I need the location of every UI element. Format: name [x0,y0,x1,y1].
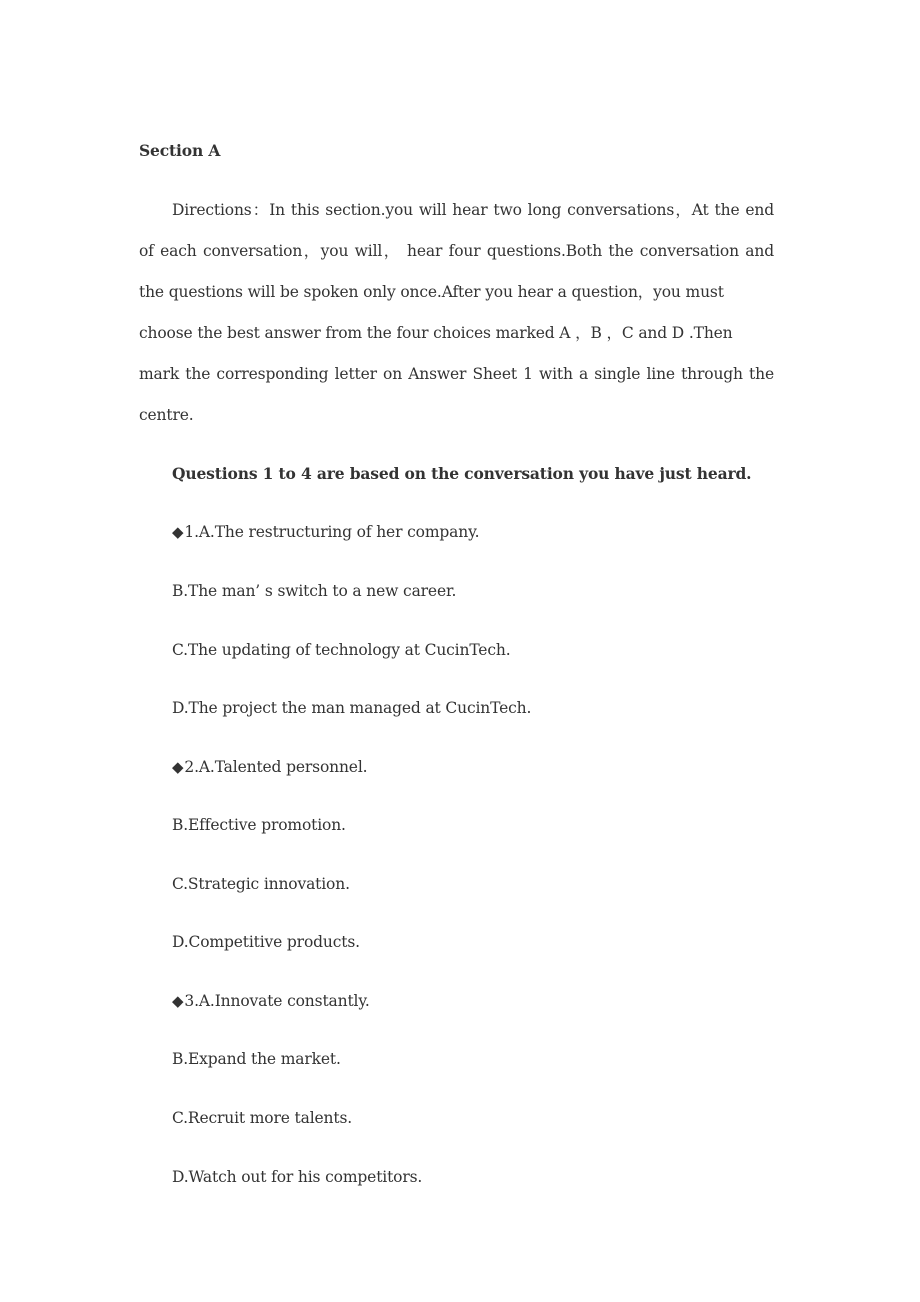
diamond-bullet-icon: ◆ [172,523,184,541]
directions-line: of each conversation，you will， hear four questions.Both the conversation and [139,242,774,260]
directions-line: Directions：In this section.you will hear two long conversations，At the end [172,201,774,219]
directions-line: centre. [139,406,194,424]
option-2d: D.Competitive products. [172,933,360,951]
option-text: 2.A.Talented personnel. [184,758,368,776]
option-1a [172,522,479,542]
diamond-bullet-icon: ◆ [172,992,184,1010]
questions-heading: Questions 1 to 4 are based on the conversation you have just heard. [172,464,752,483]
directions-line: choose the best answer from the four choices marked A ，B ，C and D .Then [139,324,733,342]
option-3a [172,991,370,1011]
diamond-bullet-icon: ◆ [172,758,184,776]
option-2c: C.Strategic innovation. [172,875,350,893]
option-1d: D.The project the man managed at CucinTech. [172,699,532,717]
option-3c: C.Recruit more talents. [172,1109,353,1127]
option-2a [172,757,367,777]
option-1c: C.The updating of technology at CucinTech. [172,641,511,659]
option-2b: B.Effective promotion. [172,816,346,834]
option-text: 1.A.The restructuring of her company. [184,523,480,541]
section-title: Section A [139,141,221,160]
directions-line: the questions will be spoken only once.After you hear a question，you must [139,283,724,301]
directions-line: mark the corresponding letter on Answer Sheet 1 with a single line through the [139,365,774,383]
option-3d: D.Watch out for his competitors. [172,1168,423,1186]
option-3b: B.Expand the market. [172,1050,341,1068]
option-text: 3.A.Innovate constantly. [184,992,370,1010]
option-1b: B.The man’ s switch to a new career. [172,582,457,600]
